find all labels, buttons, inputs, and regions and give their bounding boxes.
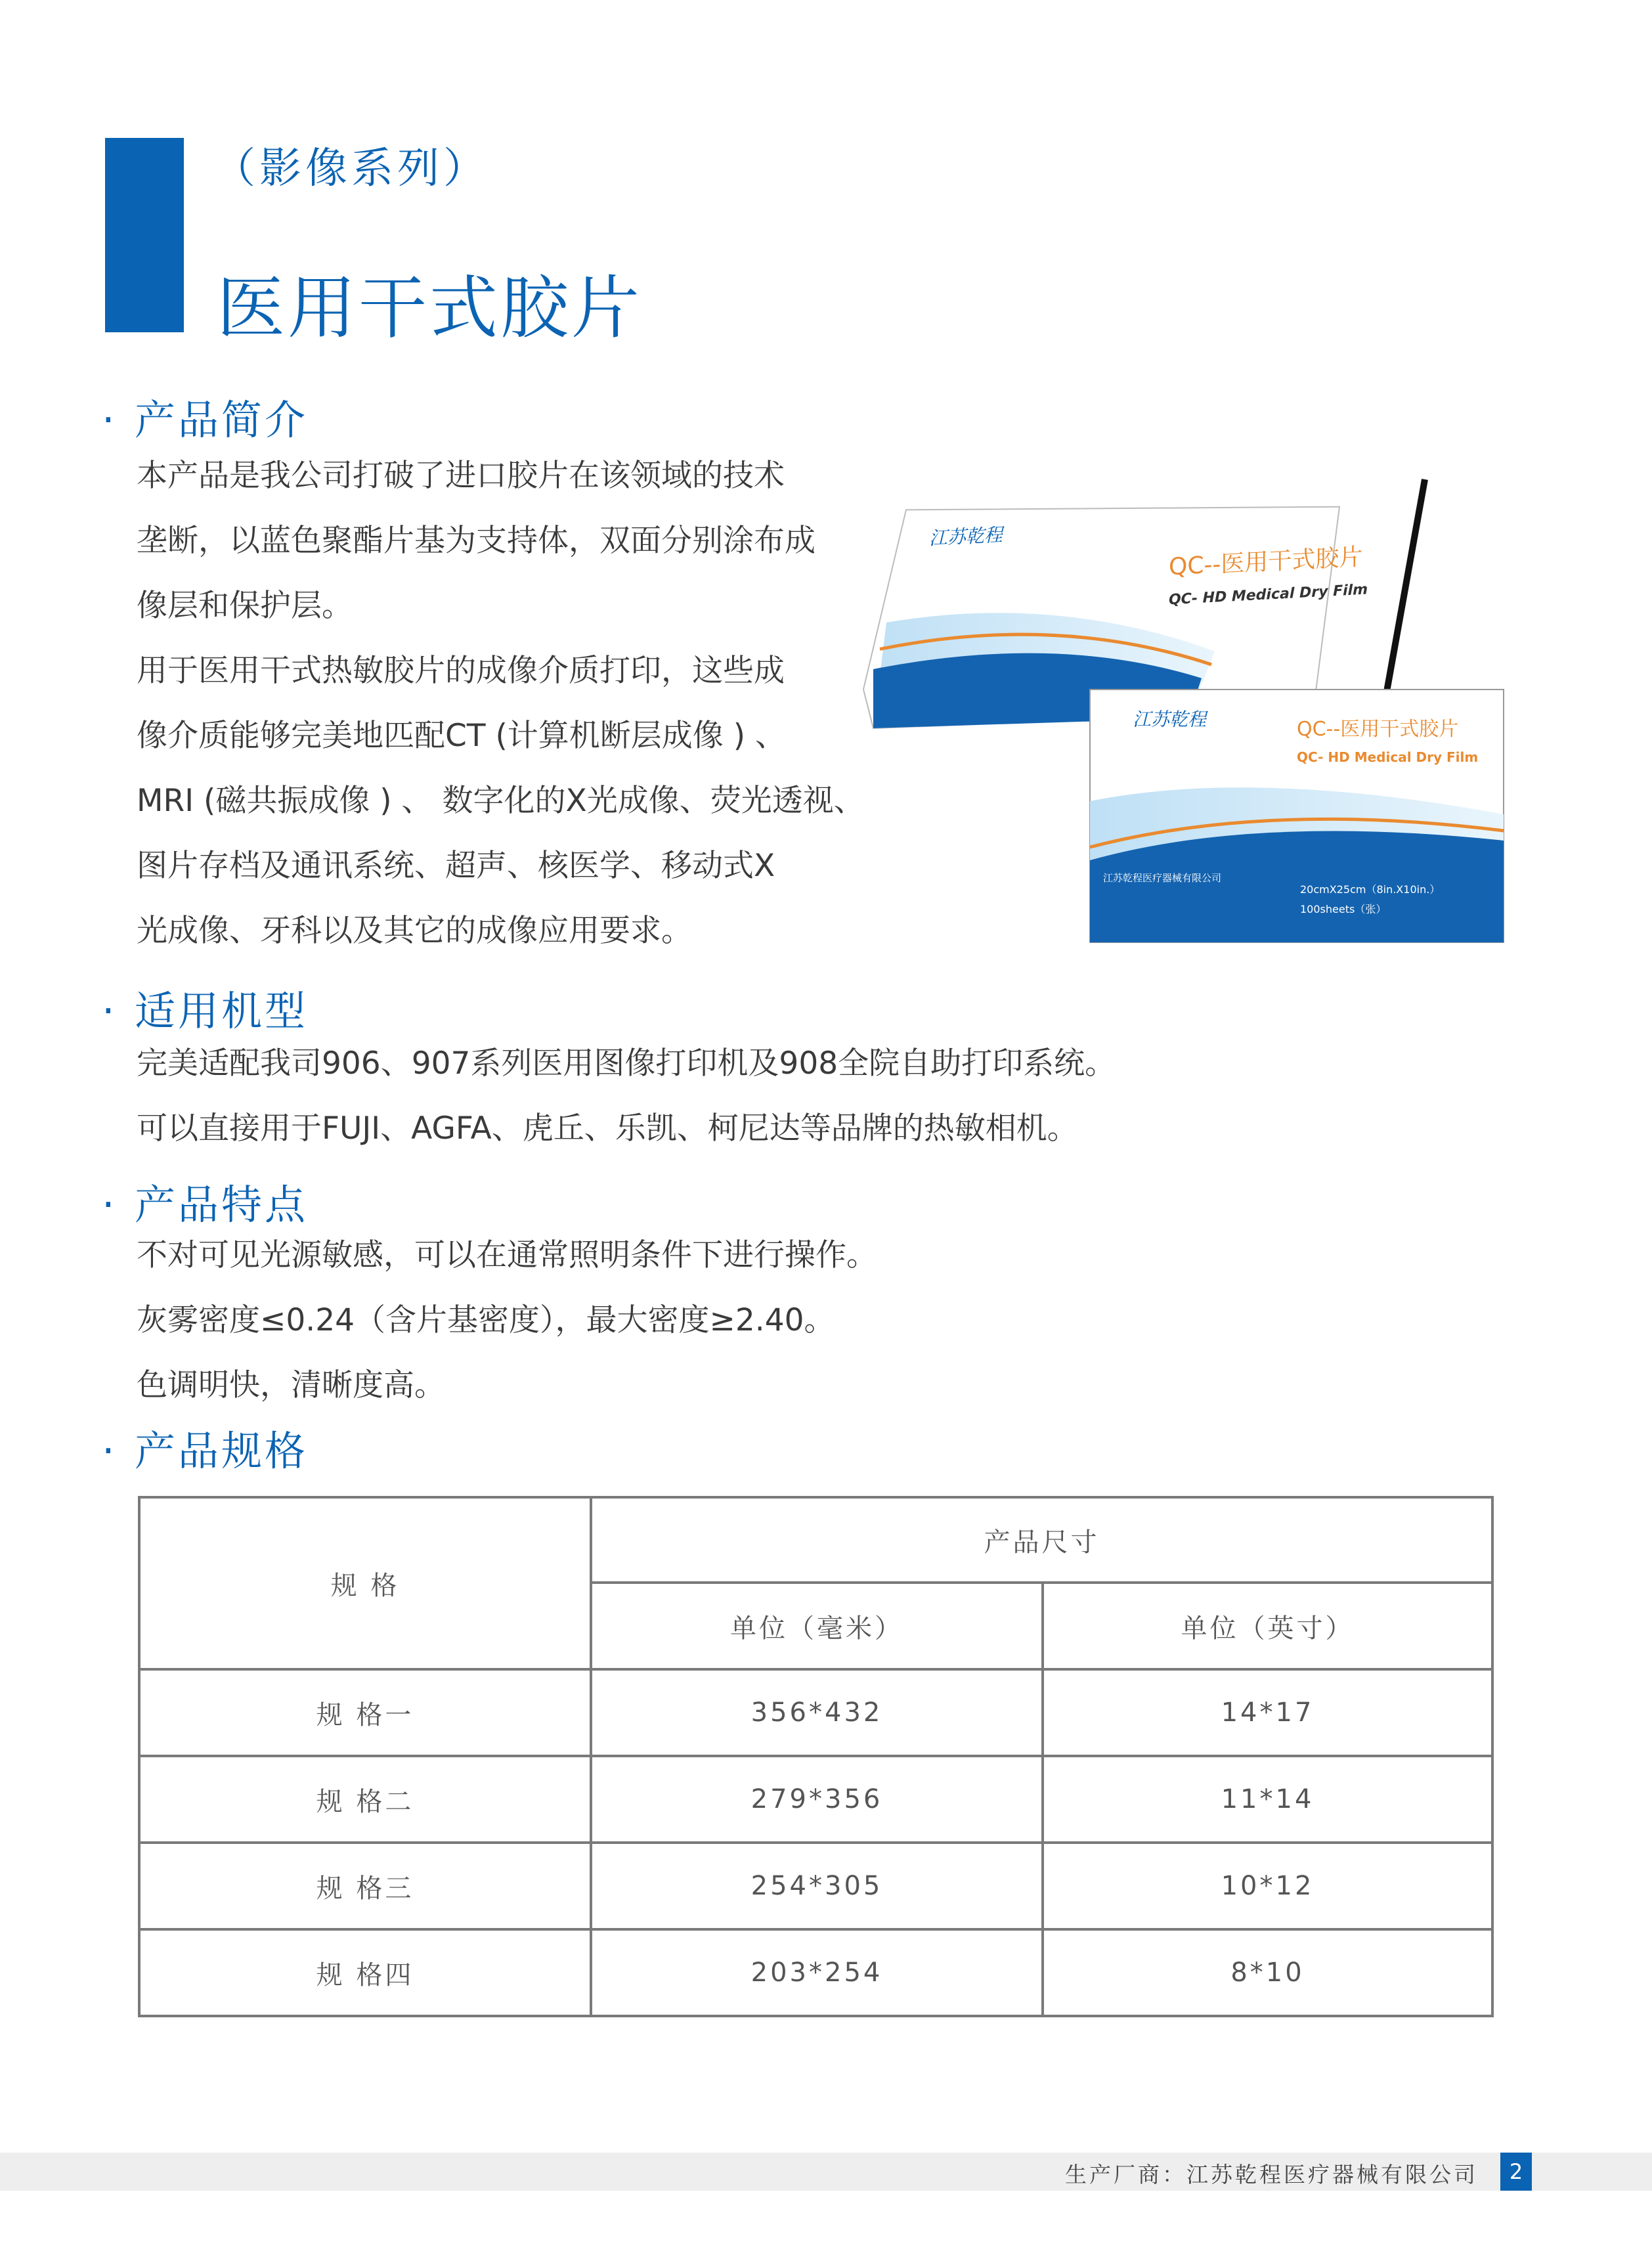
front-box-brand: 江苏乾程 (1133, 709, 1207, 730)
table-row (139, 1929, 1492, 2016)
models-paragraph (137, 1031, 1116, 1161)
models-line: 可以直接用于FUJI、AGFA、虎丘、乐凯、柯尼达等品牌的热敏相机。 (137, 1110, 1078, 1147)
spec-inch-cell: 8*10 (1043, 1929, 1492, 2016)
models-line: 完美适配我司906、907系列医用图像打印机及908全院自助打印系统。 (137, 1045, 1116, 1082)
section-heading-models: · 适用机型 (102, 987, 309, 1035)
spec-name-cell: 规 格一 (139, 1669, 591, 1756)
features-paragraph (137, 1223, 877, 1418)
bullet-dot: · (102, 987, 118, 1035)
features-line: 灰雾密度≤0.24（含片基密度），最大密度≥2.40。 (137, 1302, 835, 1338)
page-number: 2 (1500, 2153, 1532, 2191)
spec-mm-cell: 203*254 (591, 1929, 1043, 2016)
header-in-cell: 单位（英寸） (1043, 1583, 1492, 1669)
intro-line: 像介质能够完美地匹配CT (计算机断层成像 ) 、 (137, 718, 787, 754)
front-box-name-cn: QC--医用干式胶片 (1297, 718, 1459, 741)
spec-mm-cell: 254*305 (591, 1843, 1043, 1929)
intro-line: 用于医用干式热敏胶片的成像介质打印，这些成 (137, 653, 785, 689)
front-box-size: 20cmX25cm（8in.X10in.） (1300, 883, 1441, 896)
bullet-dot: · (102, 1181, 118, 1229)
section-heading-features: · 产品特点 (102, 1181, 309, 1229)
back-box-name-en: QC- HD Medical Dry Film (1169, 581, 1368, 609)
back-box-name-cn: QC--医用干式胶片 (1169, 543, 1363, 581)
front-box-company: 江苏乾程医疗器械有限公司 (1103, 872, 1222, 884)
intro-paragraph (137, 443, 865, 963)
spec-mm-cell: 279*356 (591, 1756, 1043, 1843)
back-box-brand: 江苏乾程 (929, 523, 1003, 550)
spec-mm-cell: 356*432 (591, 1669, 1043, 1756)
features-line: 色调明快，清晰度高。 (137, 1367, 445, 1403)
table-row (139, 1756, 1492, 1843)
spec-inch-cell: 10*12 (1043, 1843, 1492, 1929)
spec-name-cell: 规 格三 (139, 1843, 591, 1929)
section-heading-specs: · 产品规格 (102, 1427, 309, 1475)
table-row (139, 1843, 1492, 1929)
page-title: 医用干式胶片 (217, 268, 643, 348)
intro-line: 本产品是我公司打破了进口胶片在该领域的技术 (137, 458, 785, 494)
header-size-cell: 产品尺寸 (591, 1497, 1492, 1583)
spec-name-cell: 规 格四 (139, 1929, 591, 2016)
front-box-name-en: QC- HD Medical Dry Film (1297, 749, 1479, 765)
bullet-dot: · (102, 396, 118, 444)
spec-inch-cell: 14*17 (1043, 1669, 1492, 1756)
features-line: 不对可见光源敏感，可以在通常照明条件下进行操作。 (137, 1237, 877, 1273)
intro-line: MRI (磁共振成像 ) 、 数字化的X光成像、荧光透视、 (137, 783, 865, 819)
header-mm-cell: 单位（毫米） (591, 1583, 1043, 1669)
header-accent-bar (105, 138, 184, 332)
intro-line: 光成像、牙科以及其它的成像应用要求。 (137, 913, 692, 949)
spec-name-cell: 规 格二 (139, 1756, 591, 1843)
spec-table (138, 1496, 1494, 2017)
intro-line: 像层和保护层。 (137, 588, 353, 624)
front-box-sheets: 100sheets（张） (1300, 903, 1387, 915)
bullet-dot: · (102, 1427, 118, 1475)
manufacturer-text: 生产厂商：江苏乾程医疗器械有限公司 (1065, 2162, 1478, 2187)
header-spec-cell: 规 格 (139, 1497, 591, 1669)
intro-line: 图片存档及通讯系统、超声、核医学、移动式X (137, 848, 775, 884)
section-heading-intro: · 产品简介 (102, 396, 309, 444)
product-box-image (860, 473, 1517, 946)
table-header-row (139, 1497, 1492, 1583)
series-label: （影像系列） (213, 144, 489, 193)
intro-line: 垄断，以蓝色聚酯片基为支持体，双面分别涂布成 (137, 523, 815, 559)
spec-inch-cell: 11*14 (1043, 1756, 1492, 1843)
table-row (139, 1669, 1492, 1756)
